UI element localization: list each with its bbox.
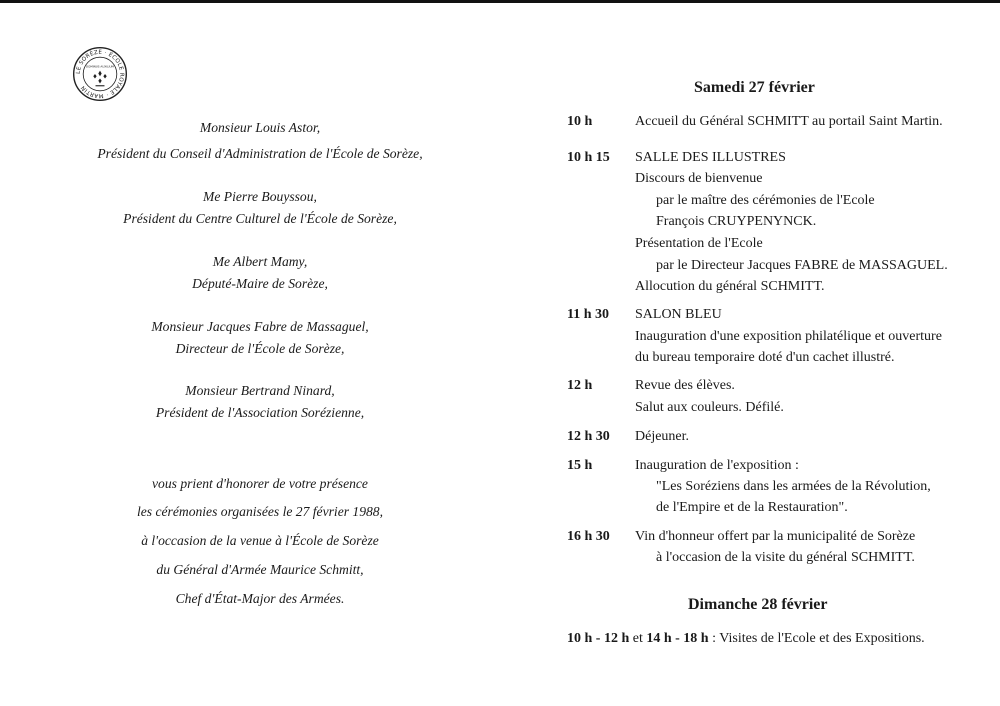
event-time: 16 h 30 [567, 529, 610, 544]
sunday-schedule [567, 631, 925, 647]
event-time: 12 h 30 [567, 429, 610, 444]
event-line: du bureau temporaire doté d'un cachet illustré. [635, 350, 895, 365]
invitation-line: Président du Conseil d'Administration de l'École de Sorèze, [97, 146, 423, 161]
invitation-line: Président du Centre Culturel de l'École de Sorèze, [123, 211, 397, 226]
event-line: à l'occasion de la visite du général SCHMITT. [656, 550, 915, 565]
invitation-line: Me Pierre Bouyssou, [203, 189, 317, 204]
event-line: Inauguration d'une exposition philatélique et ouverture [635, 329, 942, 344]
event-line: par le maître des cérémonies de l'Ecole [656, 193, 875, 208]
event-line: Vin d'honneur offert par la municipalité de Sorèze [635, 529, 916, 544]
event-line: par le Directeur Jacques FABRE de MASSAGUEL. [656, 258, 948, 273]
saturday-heading-text: Samedi 27 février [694, 79, 815, 96]
seal-center-text: DOMINUS AUXILIUM [86, 64, 114, 69]
event-time: 11 h 30 [567, 307, 610, 322]
invitation-line: vous prient d'honorer de votre présence [152, 476, 368, 491]
event-line: Présentation de l'Ecole [635, 236, 763, 251]
event-line: Inauguration de l'exposition : [635, 458, 799, 473]
event-time: 12 h [567, 378, 593, 393]
invitation-line: Président de l'Association Sorézienne, [155, 405, 365, 420]
sunday-time-afternoon: 14 h - 18 h [646, 631, 709, 646]
invitation-line: Monsieur Louis Astor, [199, 120, 321, 135]
invitation-line: à l'occasion de la venue à l'École de Sorèze [141, 533, 379, 548]
invitation-line: les cérémonies organisées le 27 février 1988, [136, 504, 383, 519]
seal-ring-text: LE SORÈZE · ÉCOLE ROYALE · MARTIN [75, 49, 125, 99]
event-line: Salut aux couleurs. Défilé. [635, 400, 784, 415]
sunday-separator: : [712, 631, 716, 646]
sunday-activity: Visites de l'Ecole et des Expositions. [719, 631, 925, 646]
invitation-line: Monsieur Bertrand Ninard, [185, 383, 335, 398]
invitation-line: Député-Maire de Sorèze, [192, 276, 328, 291]
invitation-line: Monsieur Jacques Fabre de Massaguel, [151, 319, 369, 334]
invitation-line: Directeur de l'École de Sorèze, [175, 341, 345, 356]
event-line: SALON BLEU [635, 307, 722, 322]
sunday-time-morning: 10 h - 12 h [567, 631, 630, 646]
invitation-line: du Général d'Armée Maurice Schmitt, [156, 562, 364, 577]
event-line: de l'Empire et de la Restauration". [656, 500, 848, 515]
event-time: 15 h [567, 458, 593, 473]
event-line: Déjeuner. [635, 429, 690, 444]
event-line: François CRUYPENYNCK. [656, 214, 817, 229]
invitation-line: Chef d'État-Major des Armées. [175, 591, 345, 606]
sunday-heading: Dimanche 28 février [688, 596, 828, 613]
event-line: "Les Soréziens dans les armées de la Révolution, [656, 479, 931, 494]
sunday-connector: et [632, 631, 643, 646]
invitation-line: Me Albert Mamy, [212, 254, 308, 269]
event-line: Allocution du général SCHMITT. [635, 279, 825, 294]
event-time: 10 h [567, 114, 593, 129]
event-line: Revue des élèves. [635, 378, 735, 393]
event-time: 10 h 15 [567, 150, 610, 165]
event-line: SALLE DES ILLUSTRES [635, 150, 786, 165]
event-line: Discours de bienvenue [635, 171, 763, 186]
event-line: Accueil du Général SCHMITT au portail Saint Martin. [635, 114, 943, 129]
